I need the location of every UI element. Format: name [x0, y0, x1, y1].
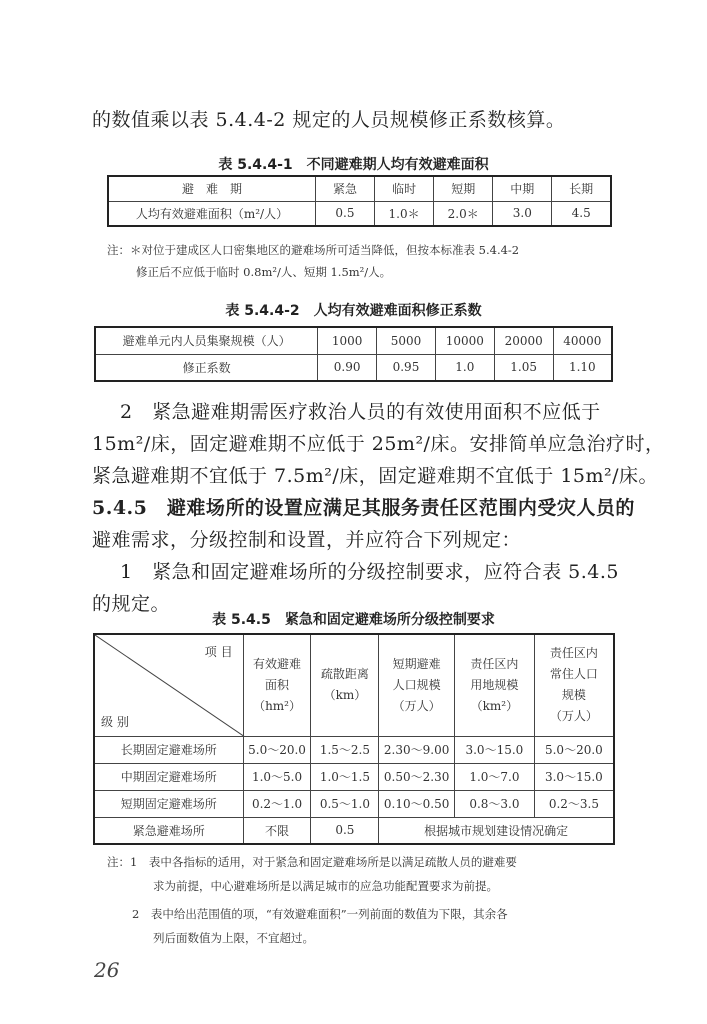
table-cell: 2.30～9.00	[379, 736, 455, 763]
page-number: 26	[94, 958, 120, 982]
table-note-line: 注：＊对位于建成区人口密集地区的避难场所可适当降低，但按本标准表 5.4.4-2	[107, 243, 520, 257]
table-caption-5-4-5: 表 5.4.5 紧急和固定避难场所分级控制要求	[212, 612, 495, 628]
table-row	[94, 817, 614, 844]
row-label: 中期固定避难场所	[94, 763, 243, 790]
header-line: （km）	[323, 688, 367, 703]
row-label: 紧急避难场所	[94, 817, 243, 844]
paragraph-line: 2 紧急避难期需医疗救治人员的有效使用面积不应低于	[120, 401, 601, 423]
header-cell: 短期	[434, 176, 493, 201]
table-cell: 20000	[494, 327, 553, 354]
header-cell	[455, 634, 535, 736]
table-cell: 0.2～3.5	[534, 790, 614, 817]
table-5-4-4-1	[107, 175, 612, 227]
row-label: 人均有效避难面积（m²/人）	[108, 201, 315, 226]
table-cell: 0.50～2.30	[379, 763, 455, 790]
table-cell: 1.0～5.0	[243, 763, 311, 790]
paragraph-continuation: 的数值乘以表 5.4.4-2 规定的人员规模修正系数核算。	[92, 109, 566, 131]
table-cell: 0.10～0.50	[379, 790, 455, 817]
header-line: 责任区内	[549, 646, 598, 661]
header-cell	[534, 634, 614, 736]
table-cell: 40000	[553, 327, 612, 354]
table-cell: 5.0～20.0	[534, 736, 614, 763]
table-cell: 不限	[243, 817, 311, 844]
corner-label-items: 项 目	[204, 645, 233, 659]
paragraph-line: 15m²/床，固定避难期不应低于 25m²/床。安排简单应急治疗时，	[92, 433, 665, 455]
header-line: 有效避难	[253, 656, 302, 671]
diagonal-corner-cell	[94, 634, 243, 736]
table-cell: 3.0～15.0	[455, 736, 535, 763]
table-cell: 1.5～2.5	[311, 736, 379, 763]
table-cell: 0.5	[315, 201, 374, 226]
row-label: 修正系数	[95, 354, 318, 381]
table-cell: 3.0	[493, 201, 552, 226]
table-row	[108, 201, 611, 226]
table-cell: 1.0	[435, 354, 494, 381]
table-row	[95, 327, 612, 354]
header-cell: 长期	[552, 176, 611, 201]
row-label: 长期固定避难场所	[94, 736, 243, 763]
header-line: 短期避难	[392, 656, 441, 671]
header-line: （万人）	[549, 709, 598, 724]
header-line: 面积	[265, 677, 290, 692]
table-cell: 0.8～3.0	[455, 790, 535, 817]
table-cell: 5.0～20.0	[243, 736, 311, 763]
table-cell: 0.90	[318, 354, 377, 381]
paragraph-line: 1 紧急和固定避难场所的分级控制要求，应符合表 5.4.5	[120, 561, 619, 583]
table-row	[95, 354, 612, 381]
header-cell	[243, 634, 311, 736]
table-caption-5-4-4-2: 表 5.4.4-2 人均有效避难面积修正系数	[225, 303, 482, 319]
corner-label-level: 级 别	[101, 714, 129, 729]
header-line: 用地规模	[470, 677, 519, 692]
table-5-4-5	[93, 633, 615, 845]
header-cell	[311, 634, 379, 736]
table-5-4-4-2	[94, 326, 613, 382]
table-cell: 4.5	[552, 201, 611, 226]
header-cell: 紧急	[315, 176, 374, 201]
header-cell	[379, 634, 455, 736]
table-cell: 5000	[377, 327, 436, 354]
table-cell: 1.05	[494, 354, 553, 381]
table-cell: 0.5	[311, 817, 379, 844]
header-line: 常住人口	[549, 667, 598, 682]
header-cell: 避 难 期	[108, 176, 315, 201]
table-cell: 0.95	[377, 354, 436, 381]
table-caption-5-4-4-1: 表 5.4.4-1 不同避难期人均有效避难面积	[218, 157, 489, 173]
table-cell: 1.0～7.0	[455, 763, 535, 790]
header-line: （km²）	[470, 698, 519, 713]
header-line: 责任区内	[470, 656, 519, 671]
paragraph-line: 紧急避难期不宜低于 7.5m²/床，固定避难期不宜低于 15m²/床。	[92, 465, 659, 487]
clause-heading-5-4-5: 5.4.5 避难场所的设置应满足其服务责任区范围内受灾人员的	[92, 497, 635, 519]
table-cell: 1.0＊	[375, 201, 434, 226]
header-line: 人口规模	[392, 677, 441, 692]
header-line: 疏散距离	[320, 667, 369, 682]
table-note-line: 2 表中给出范围值的项，“有效避难面积”一列前面的数值为下限，其余各	[132, 907, 508, 921]
paragraph-line: 的规定。	[92, 593, 171, 615]
table-cell: 2.0＊	[434, 201, 493, 226]
table-cell: 0.5～1.0	[311, 790, 379, 817]
header-cell: 临时	[375, 176, 434, 201]
table-header-row	[108, 176, 611, 201]
table-row	[94, 763, 614, 790]
table-header-row	[94, 634, 614, 736]
table-cell: 3.0～15.0	[534, 763, 614, 790]
paragraph-line: 避难需求，分级控制和设置，并应符合下列规定：	[92, 529, 522, 551]
row-label: 短期固定避难场所	[94, 790, 243, 817]
table-cell: 0.2～1.0	[243, 790, 311, 817]
table-cell: 10000	[435, 327, 494, 354]
table-cell: 1.10	[553, 354, 612, 381]
table-cell: 1.0～1.5	[311, 763, 379, 790]
table-note-line: 注：1 表中各指标的适用，对于紧急和固定避难场所是以满足疏散人员的避难要	[107, 855, 517, 869]
table-cell: 1000	[318, 327, 377, 354]
header-line: 规模	[561, 688, 586, 703]
table-note-line: 求为前提，中心避难场所是以满足城市的应急功能配置要求为前提。	[153, 879, 498, 893]
table-row	[94, 790, 614, 817]
row-label: 避难单元内人员集聚规模（人）	[95, 327, 318, 354]
merged-table-cell: 根据城市规划建设情况确定	[379, 817, 614, 844]
table-note-line: 列后面数值为上限，不宜超过。	[153, 931, 314, 945]
header-cell: 中期	[493, 176, 552, 201]
table-note-line: 修正后不应低于临时 0.8m²/人、短期 1.5m²/人。	[136, 265, 392, 279]
header-line: （hm²）	[253, 698, 301, 713]
header-line: （万人）	[392, 698, 441, 713]
table-row	[94, 736, 614, 763]
